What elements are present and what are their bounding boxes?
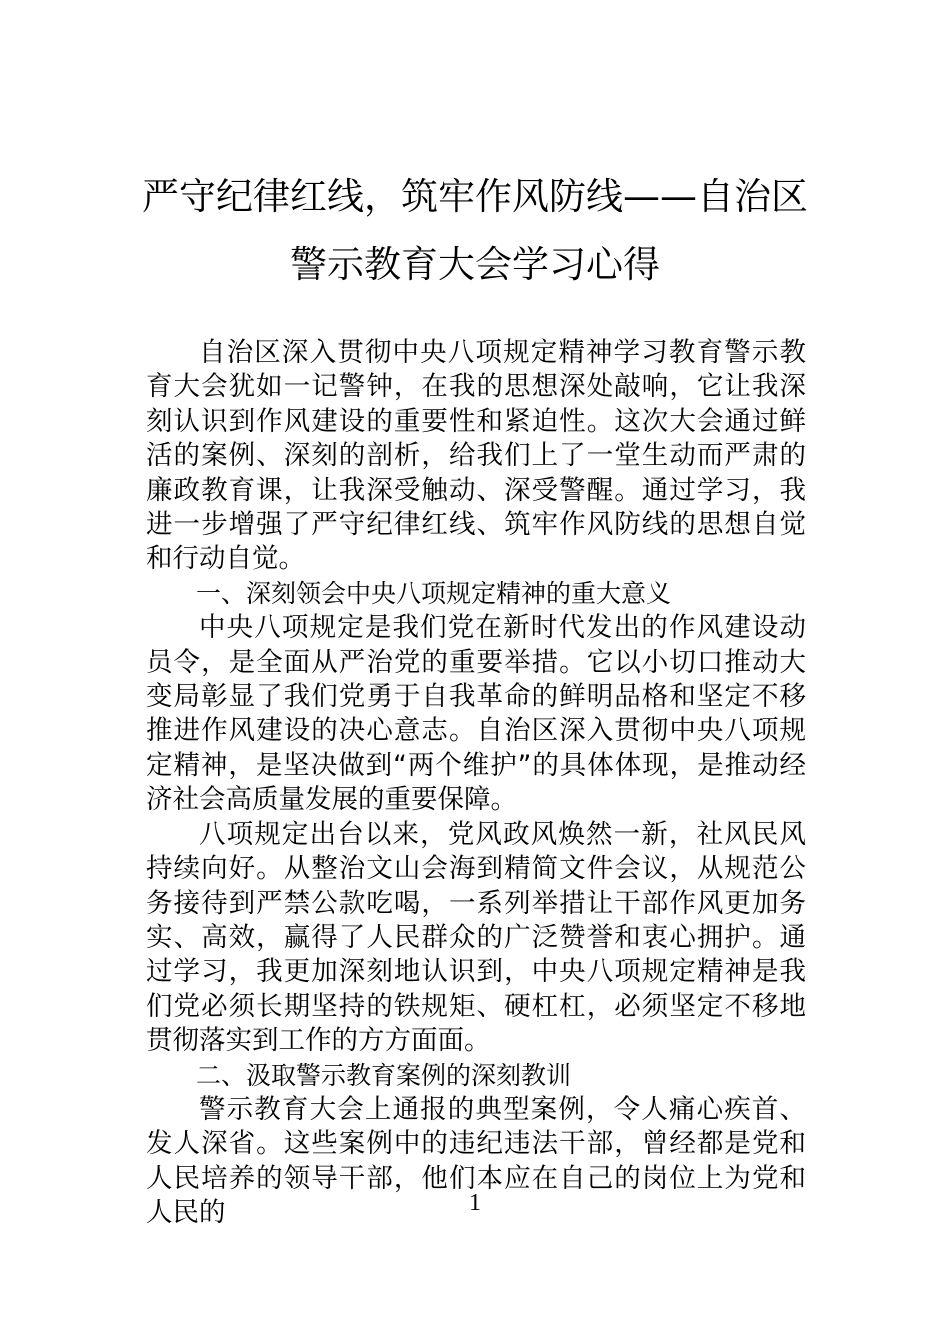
document-body bbox=[146, 336, 806, 1231]
paragraph-section-2-a: 警示教育大会上通报的典型案例，令人痛心疾首、发人深省。这些案例中的违纪违法干部，曾经都是党和人民培养的领导干部，他们本应在自己的岗位上为党和人民的 bbox=[146, 1093, 806, 1229]
page-number: 1 bbox=[469, 1190, 481, 1216]
paragraph-intro: 自治区深入贯彻中央八项规定精神学习教育警示教育大会犹如一记警钟，在我的思想深处敲响，它让我深刻认识到作风建设的重要性和紧迫性。这次大会通过鲜活的案例、深刻的剖析，给我们上了一堂生动而严肃的廉政教育课，让我深受触动、深受警醒。通过学习，我进一步增强了严守纪律红线、筑牢作风防线的思想自觉和行动自觉。 bbox=[146, 337, 806, 575]
paragraph-section-1-b: 八项规定出台以来，党风政风焕然一新，社风民风持续向好。从整治文山会海到精简文件会议，从规范公务接待到严禁公款吃喝，一系列举措让干部作风更加务实、高效，赢得了人民群众的广泛赞誉和衷心拥护。通过学习，我更加深刻地认识到，中央八项规定精神是我们党必须长期坚持的铁规矩、硬杠杠，必须坚定不移地贯彻落实到工作的方方面面。 bbox=[146, 818, 806, 1057]
section-heading-2: 二、汲取警示教育案例的深刻教训 bbox=[196, 1060, 572, 1090]
section-heading-1: 一、深刻领会中央八项规定精神的重大意义 bbox=[196, 578, 672, 608]
paragraph-section-1-a: 中央八项规定是我们党在新时代发出的作风建设动员令，是全面从严治党的重要举措。它以小切口推动大变局彰显了我们党勇于自我革命的鲜明品格和坚定不移推进作风建设的决心意志。自治区深入贯彻中央八项规定精神，是坚决做到“两个维护”的具体体现，是推动经济社会高质量发展的重要保障。 bbox=[146, 612, 806, 816]
document-title-line-2: 警示教育大会学习心得 bbox=[290, 243, 660, 286]
document-title-line-1: 严守纪律红线，筑牢作风防线——自治区 bbox=[142, 175, 808, 218]
